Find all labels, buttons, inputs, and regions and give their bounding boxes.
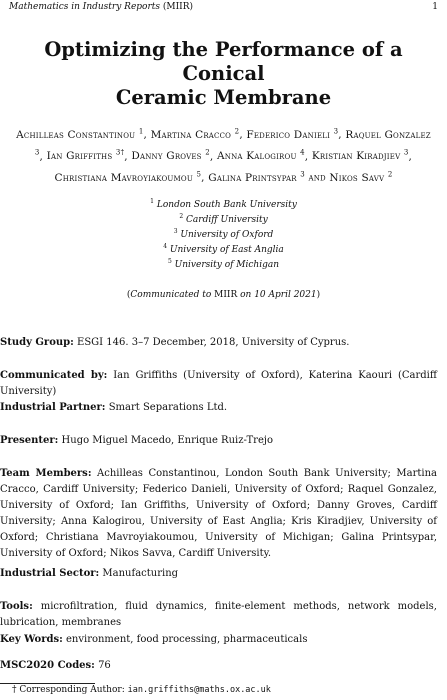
- tools: Tools: microfiltration, fluid dynamics, finite-element methods, network models, lubrication, membranes: [0, 601, 437, 628]
- footnote: † Corresponding Author: ian.griffiths@maths.ox.ac.uk: [12, 685, 271, 695]
- affiliation: $^4$ University of East Anglia: [163, 243, 284, 255]
- author-list: Achilleas Constantinou $^1$, Martina Cracco $^2$, Federico Danieli $^3$, Raquel Gonzalez $^3$, Ian Griffiths $^{3\dagger}$, Danny Groves $^2$, Anna Kalogirou $^4$, Kristian Kiradjiev $^3$, Christiana Mavroyiakoumou $^5$, Galina Printsypar $^3$ and Nikos Savv $^2$: [16, 127, 431, 184]
- author: Danny Groves $^2$: [131, 148, 210, 162]
- msc-codes: MSC2020 Codes: 76: [0, 660, 111, 671]
- affiliation: $^2$ Cardiff University: [179, 213, 268, 225]
- study-group: Study Group: ESGI 146. 3–7 December, 2018, University of Cyprus.: [0, 337, 350, 348]
- affiliation: $^5$ University of Michigan: [167, 258, 280, 270]
- author: Raquel Gonzalez $^3$: [34, 128, 431, 157]
- industrial-sector: Industrial Sector: Manufacturing: [0, 568, 179, 579]
- title-line-1: Optimizing the Performance of a Conical: [44, 38, 403, 85]
- industrial-partner: Industrial Partner: Smart Separations Ltd.: [0, 402, 228, 413]
- key-words: Key Words: environment, food processing, pharmaceuticals: [0, 634, 308, 645]
- journal-name: Mathematics in Industry Reports: [9, 2, 160, 12]
- communicated-by: Communicated by: Ian Griffiths (University of Oxford), Katerina Kaouri (Cardiff University): [0, 370, 437, 397]
- paper-title: [10, 38, 437, 110]
- author: Christiana Mavroyiakoumou $^5$: [54, 170, 202, 184]
- journal-abbrev: (MIIR): [162, 2, 193, 12]
- author: Martina Cracco $^2$: [150, 127, 240, 141]
- footnote-rule: [0, 683, 95, 684]
- affiliation: $^3$ University of Oxford: [173, 228, 274, 240]
- team-members: Team Members: Achilleas Constantinou, London South Bank University; Martina Cracco, Cardiff University; Federico Danieli, University of Oxford; Raquel Gonzalez, University of Oxford; Ian Griffiths, University of Oxford; Danny Groves, Cardiff University; Anna Kalogirou, University of East Anglia; Kris Kiradjiev, University of Oxford; Christiana Mavroyiakoumou, University of Michigan; Galina Printsypar, University of Oxford; Nikos Savva, Cardiff University.: [0, 468, 437, 559]
- author: Kristian Kiradjiev $^3$: [311, 148, 409, 162]
- page-number: 1: [432, 2, 438, 12]
- author: Ian Griffiths $^{3\dagger}$: [46, 148, 125, 162]
- email-link[interactable]: ian.griffiths@maths.ox.ac.uk: [127, 685, 271, 695]
- running-header: [9, 2, 438, 16]
- author: Galina Printsypar $^3$: [208, 170, 305, 184]
- author: Achilleas Constantinou $^1$: [16, 127, 144, 141]
- title-line-2: Ceramic Membrane: [115, 86, 332, 109]
- affiliation-list: [0, 196, 447, 271]
- communicated-line: (Communicated to MIIR on 10 April 2021): [126, 290, 321, 300]
- author: Anna Kalogirou $^4$: [216, 148, 305, 162]
- author: Federico Danieli $^3$: [246, 127, 339, 141]
- presenter: Presenter: Hugo Miguel Macedo, Enrique Ruiz-Trejo: [0, 435, 273, 446]
- affiliation: $^1$ London South Bank University: [150, 198, 297, 210]
- author: Nikos Savv $^2$: [329, 170, 393, 184]
